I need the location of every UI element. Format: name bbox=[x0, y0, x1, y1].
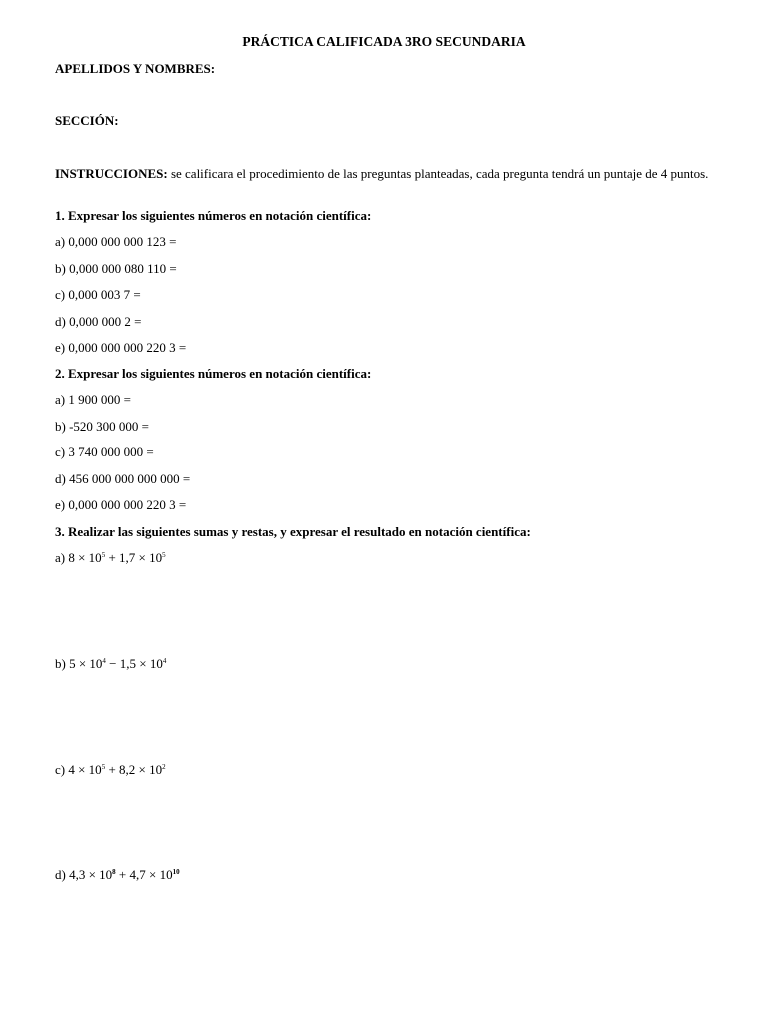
q1-item-c: c) 0,000 003 7 = bbox=[55, 287, 141, 302]
q3-item-b-term2: − 1,5 × 10 bbox=[105, 656, 163, 671]
q3-item-b-exp2: 4 bbox=[162, 657, 167, 665]
q2-item-e: e) 0,000 000 000 220 3 = bbox=[55, 497, 187, 512]
q1-item-b: b) 0,000 000 080 110 = bbox=[55, 261, 177, 276]
q3-item-d-exp1: 8 bbox=[112, 868, 116, 876]
instructions-label: INSTRUCCIONES: bbox=[55, 166, 168, 181]
instructions bbox=[55, 165, 715, 182]
q3-item-a-term1: a) 8 × 10 bbox=[55, 550, 102, 565]
q1-item-a: a) 0,000 000 000 123 = bbox=[55, 234, 177, 249]
q3-item-a-term2: + 1,7 × 10 bbox=[105, 550, 163, 565]
q3-item-d-exp2: 10 bbox=[172, 868, 180, 876]
q3-item-a bbox=[55, 550, 166, 566]
q3-item-d-term1: d) 4,3 × 10 bbox=[55, 867, 113, 882]
q3-heading: 3. Realizar las siguientes sumas y restas, y expresar el resultado en notación científica: bbox=[55, 524, 531, 539]
name-field-label: APELLIDOS Y NOMBRES: bbox=[55, 61, 216, 76]
q1-item-d: d) 0,000 000 2 = bbox=[55, 314, 142, 329]
page-title: PRÁCTICA CALIFICADA 3RO SECUNDARIA bbox=[242, 34, 526, 49]
q2-item-b: b) -520 300 000 = bbox=[55, 419, 149, 434]
q3-item-b bbox=[55, 656, 166, 672]
instructions-text: se calificara el procedimiento de las preguntas planteadas, cada pregunta tendrá un puntaje de 4 puntos. bbox=[167, 166, 709, 181]
q1-heading: 1. Expresar los siguientes números en notación científica: bbox=[55, 208, 372, 223]
q2-item-c: c) 3 740 000 000 = bbox=[55, 444, 154, 459]
q3-item-a-exp2: 5 bbox=[162, 551, 166, 559]
q2-heading: 2. Expresar los siguientes números en notación científica: bbox=[55, 366, 372, 381]
q3-item-c-term2: + 8,2 × 10 bbox=[105, 762, 163, 777]
q3-item-b-exp1: 4 bbox=[102, 657, 106, 665]
q3-item-d-term2: + 4,7 × 10 bbox=[115, 867, 173, 882]
q2-item-d: d) 456 000 000 000 000 = bbox=[55, 471, 191, 486]
q3-item-c bbox=[55, 762, 166, 778]
q3-item-a-exp1: 5 bbox=[101, 551, 106, 559]
q3-item-c-exp2: 2 bbox=[162, 763, 166, 771]
q3-item-c-exp1: 5 bbox=[101, 763, 106, 771]
q3-item-b-term1: b) 5 × 10 bbox=[55, 656, 103, 671]
q3-item-c-term1: c) 4 × 10 bbox=[55, 762, 102, 777]
q3-item-d bbox=[55, 867, 180, 883]
q1-item-e: e) 0,000 000 000 220 3 = bbox=[55, 340, 187, 355]
q2-item-a: a) 1 900 000 = bbox=[55, 392, 131, 407]
section-field-label: SECCIÓN: bbox=[55, 113, 119, 128]
